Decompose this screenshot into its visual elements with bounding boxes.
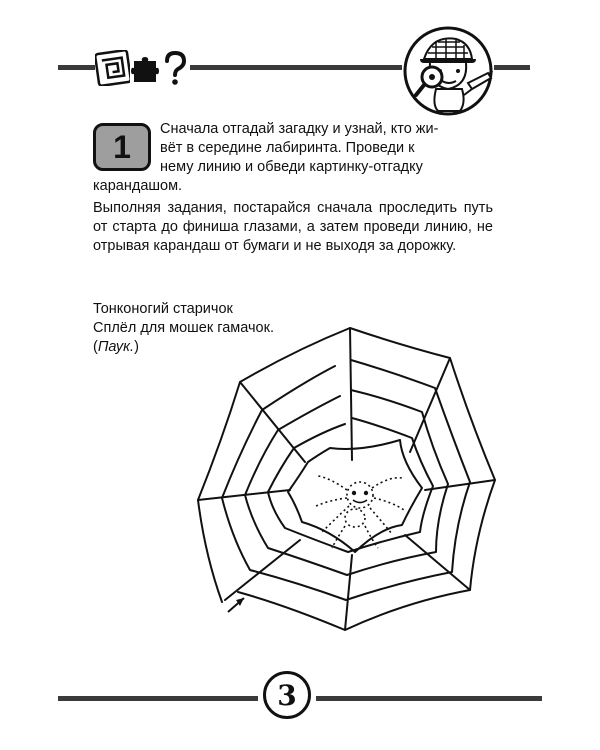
instruction-line: Сначала отгадай загадку и узнай, кто жи- xyxy=(160,121,439,137)
answer-paren: ) xyxy=(134,339,139,355)
maze-icon xyxy=(95,50,131,86)
task-number-badge: 1 xyxy=(93,123,151,171)
spider-face xyxy=(352,491,368,495)
instruction-line: карандашом. xyxy=(93,178,183,194)
start-arrow-icon xyxy=(228,598,244,612)
riddle-answer-text: Паук. xyxy=(97,339,135,355)
instruction-paragraph-2: Выполняя задания, постарайся сначала проследить путь от старта до финиша глазами, а затем проведи линию, не отрывая карандаш от бумаги и не выходя за дорожку. xyxy=(93,200,493,254)
puzzle-icon xyxy=(130,55,160,85)
web-ring-inner xyxy=(288,440,422,552)
bottom-rule-left xyxy=(58,696,258,701)
instruction-paragraph-1 xyxy=(160,120,495,177)
web-spoke xyxy=(350,328,352,460)
riddle-line-2: Сплёл для мошек гамачок. xyxy=(93,320,274,336)
bottom-rule-right xyxy=(316,696,542,701)
page-number: 3 xyxy=(263,671,311,719)
question-icon xyxy=(160,50,190,86)
spider-icon[interactable] xyxy=(316,476,404,548)
web-spoke xyxy=(225,540,300,600)
web-spoke xyxy=(405,535,470,590)
spider-web-maze[interactable] xyxy=(190,320,520,635)
detective-boy-icon xyxy=(402,25,494,117)
answer-paren: ( xyxy=(93,339,98,355)
instruction-line: нему линию и обведи картинку-отгадку xyxy=(160,159,423,175)
riddle-line-1: Тонконогий старичок xyxy=(93,301,233,317)
spider-smile xyxy=(353,500,367,503)
instruction-line: вёт в середине лабиринта. Проведи к xyxy=(160,140,415,156)
web-spoke xyxy=(425,480,495,490)
web-spoke xyxy=(240,382,305,462)
web-spoke xyxy=(345,555,352,630)
